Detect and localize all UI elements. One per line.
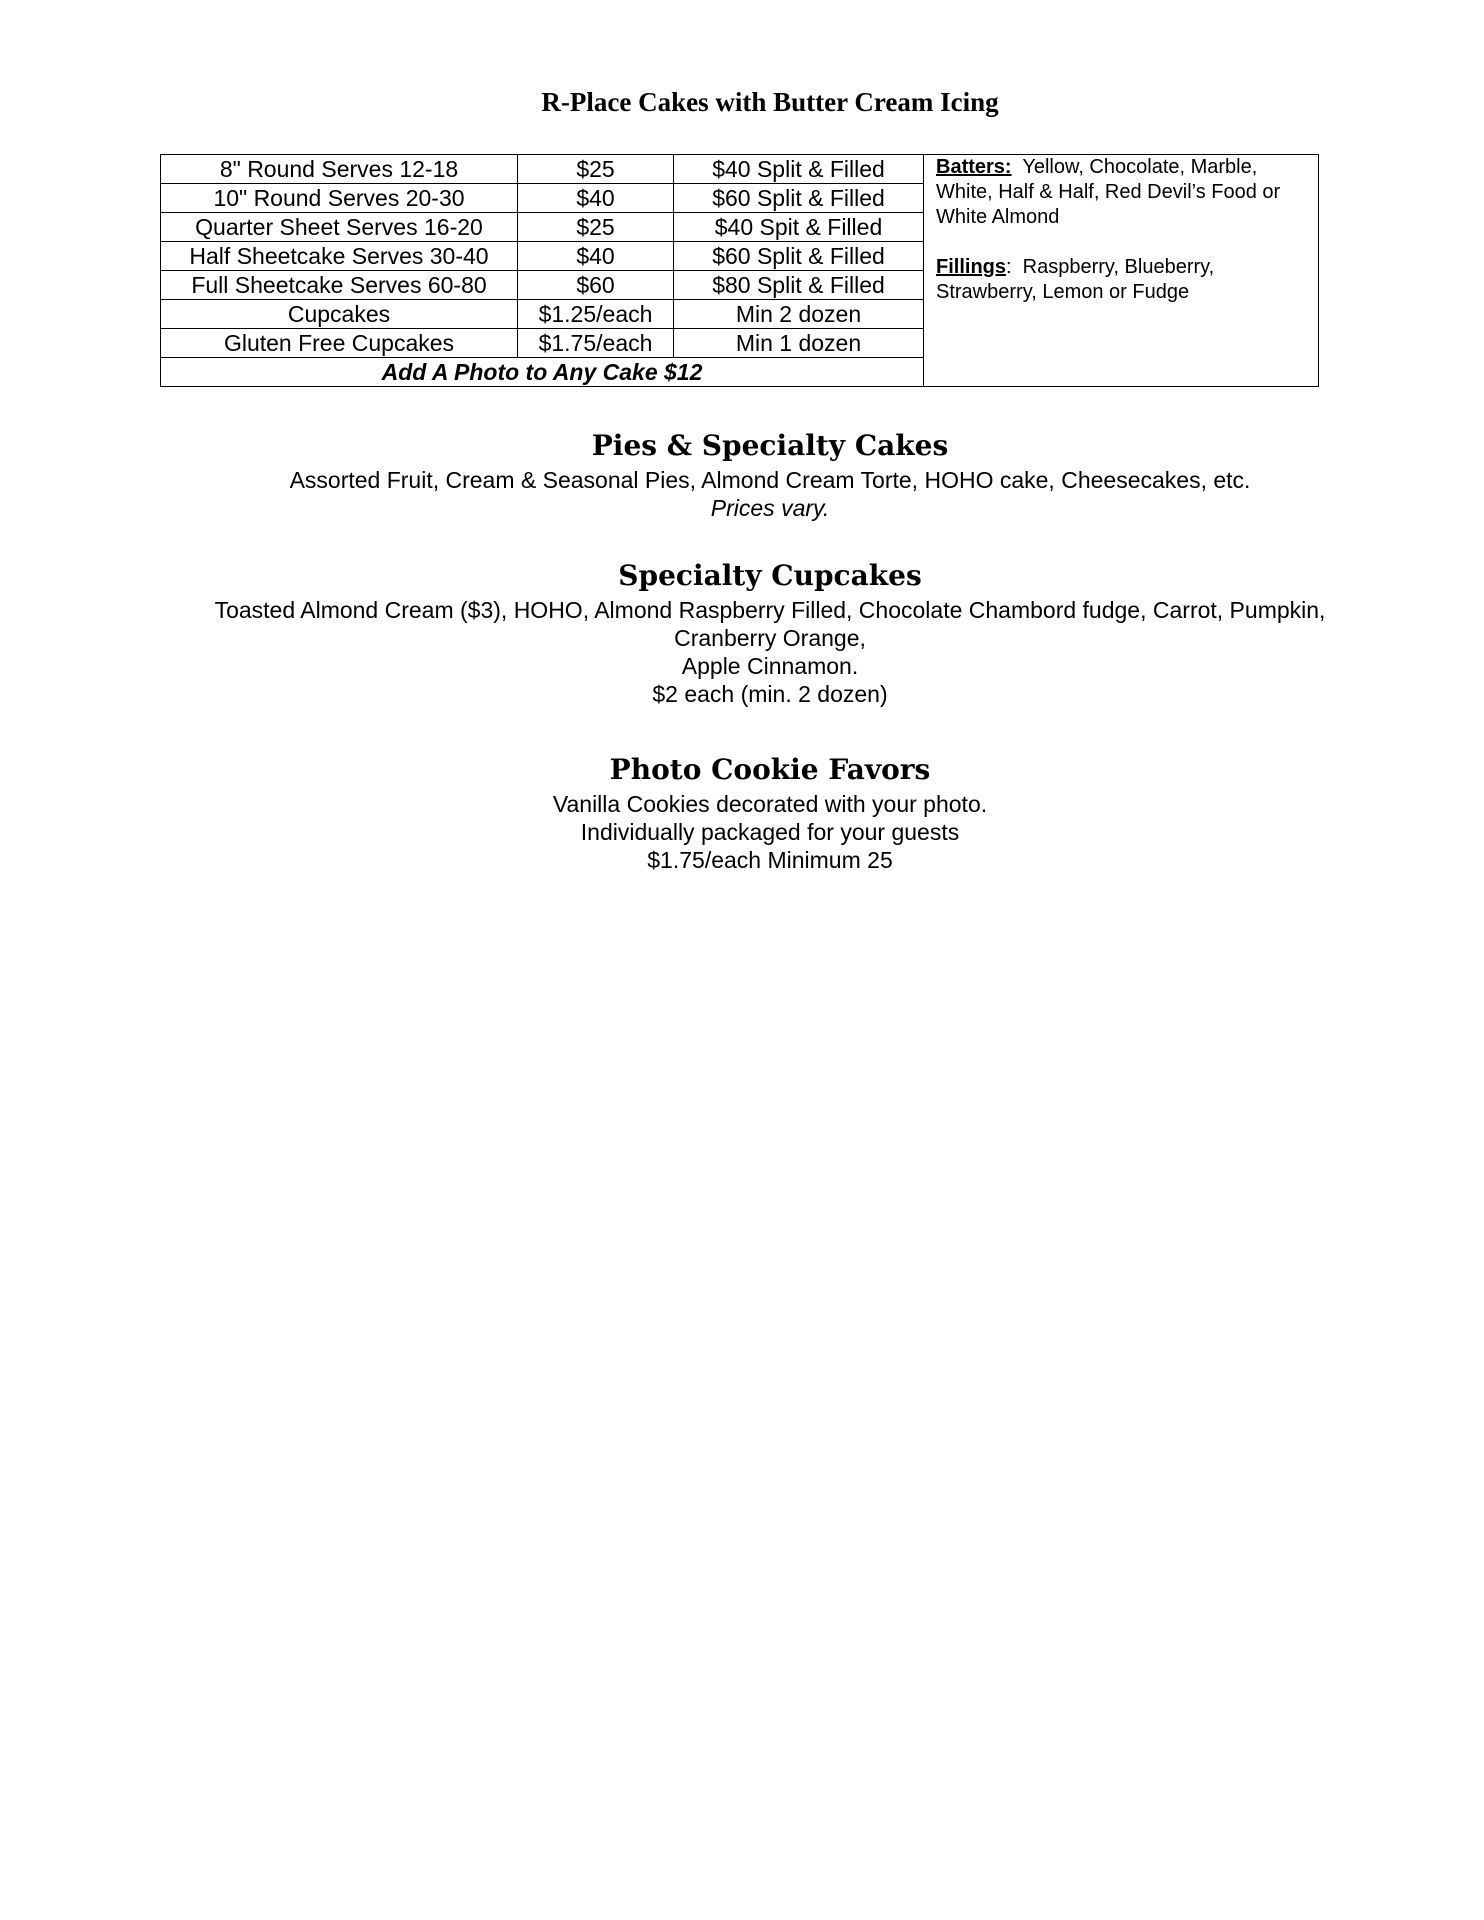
item-price: $1.25/each <box>518 300 674 329</box>
pies-section <box>0 428 1484 522</box>
cupcakes-line: Apple Cinnamon. <box>681 653 859 679</box>
item-price: $60 <box>518 271 674 300</box>
cookies-section <box>0 752 1484 874</box>
item-option: Min 1 dozen <box>674 329 924 358</box>
pies-heading: Pies & Specialty Cakes <box>591 429 949 462</box>
cupcakes-heading: Specialty Cupcakes <box>618 559 922 592</box>
cake-price-table <box>160 154 1319 387</box>
item-price: $25 <box>518 155 674 184</box>
item-option: $80 Split & Filled <box>674 271 924 300</box>
fillings-text: Raspberry, Blueberry, Strawberry, Lemon or Fudge <box>936 256 1215 303</box>
item-option: $60 Split & Filled <box>674 184 924 213</box>
cookies-price: $1.75/each Minimum 25 <box>647 847 893 873</box>
cupcakes-section <box>0 558 1484 708</box>
pies-description: Assorted Fruit, Cream & Seasonal Pies, Almond Cream Torte, HOHO cake, Cheesecakes, etc. <box>289 467 1251 493</box>
batters-fillings-cell: Batters: Yellow, Chocolate, Marble, White, Half & Half, Red Devil’s Food or White Almond Fillings: Raspberry, Blueberry, Strawberry, Lemon or Fudge <box>924 155 1319 387</box>
item-name: Quarter Sheet Serves 16-20 <box>161 213 518 242</box>
item-price: $40 <box>518 242 674 271</box>
cupcakes-line: Toasted Almond Cream ($3), HOHO, Almond Raspberry Filled, Chocolate Chambord fudge, Carrot, Pumpkin, <box>214 597 1326 623</box>
page-title: R-Place Cakes with Butter Cream Icing <box>541 87 999 117</box>
cupcakes-price: $2 each (min. 2 dozen) <box>652 681 888 707</box>
item-option: $60 Split & Filled <box>674 242 924 271</box>
item-name: Gluten Free Cupcakes <box>161 329 518 358</box>
cookies-line: Individually packaged for your guests <box>580 819 960 845</box>
cookies-line: Vanilla Cookies decorated with your photo. <box>552 791 988 817</box>
pies-note: Prices vary. <box>710 495 830 521</box>
photo-addon: Add A Photo to Any Cake $12 <box>161 358 924 387</box>
item-price: $25 <box>518 213 674 242</box>
item-option: $40 Spit & Filled <box>674 213 924 242</box>
cupcakes-line: Cranberry Orange, <box>674 625 866 651</box>
cookies-heading: Photo Cookie Favors <box>609 753 931 786</box>
item-price: $40 <box>518 184 674 213</box>
table-row <box>161 155 1319 184</box>
item-name: Cupcakes <box>161 300 518 329</box>
item-name: Half Sheetcake Serves 30-40 <box>161 242 518 271</box>
batters-text: Yellow, Chocolate, Marble, White, Half & Half, Red Devil’s Food or White Almond <box>936 156 1281 228</box>
item-price: $1.75/each <box>518 329 674 358</box>
item-name: 10" Round Serves 20-30 <box>161 184 518 213</box>
item-option: Min 2 dozen <box>674 300 924 329</box>
item-name: 8" Round Serves 12-18 <box>161 155 518 184</box>
batters-label: Batters: <box>936 156 1012 178</box>
fillings-label: Fillings <box>936 256 1006 278</box>
item-option: $40 Split & Filled <box>674 155 924 184</box>
item-name: Full Sheetcake Serves 60-80 <box>161 271 518 300</box>
